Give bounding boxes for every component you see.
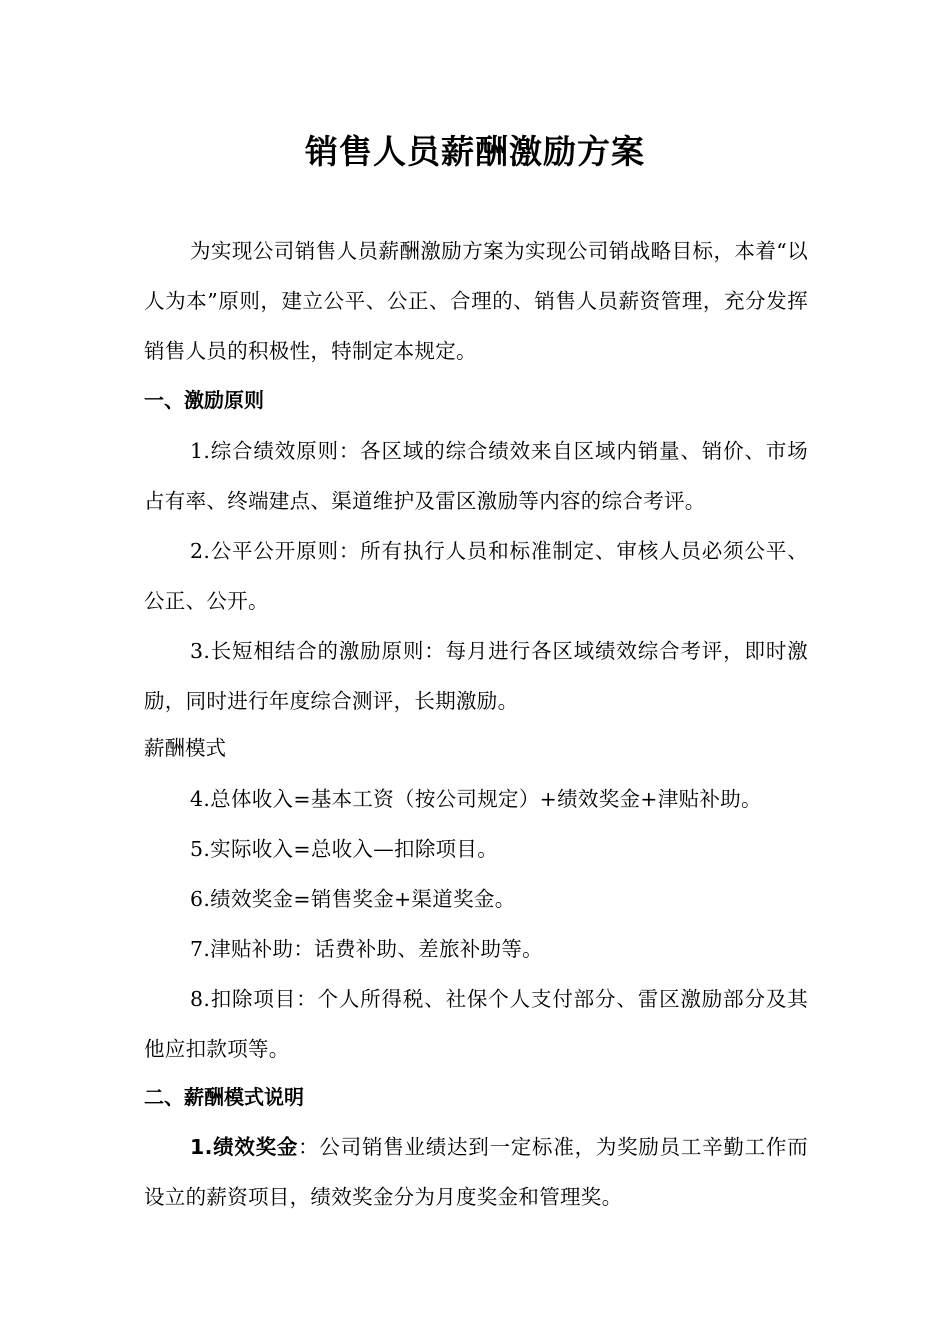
- section1-item-3: 3.长短相结合的激励原则：每月进行各区域绩效综合考评，即时激励，同时进行年度综合测评，长期激励。: [144, 639, 808, 713]
- pay-model-item-7: 7.津贴补助：话费补助、差旅补助等。: [190, 937, 543, 961]
- pay-model-item-4: 4.总体收入=基本工资（按公司规定）+绩效奖金+津贴补助。: [190, 787, 762, 811]
- intro-paragraph: 为实现公司销售人员薪酬激励方案为实现公司销战略目标，本着“以人为本”原则，建立公平、公正、合理的、销售人员薪资管理，充分发挥销售人员的积极性，特制定本规定。: [144, 239, 808, 363]
- section2-item-1-text: ：公司销售业绩达到一定标准，为奖励员工辛勤工作而设立的薪资项目，绩效奖金分为月度奖金和管理奖。: [144, 1135, 808, 1209]
- document-title: 销售人员薪酬激励方案: [305, 132, 645, 171]
- pay-model-item-6: 6.绩效奖金=销售奖金+渠道奖金。: [190, 887, 516, 911]
- pay-model-item-5: 5.实际收入=总收入—扣除项目。: [190, 837, 499, 861]
- section1-item-2: 2.公平公开原则：所有执行人员和标准制定、审核人员必须公平、公正、公开。: [144, 539, 808, 613]
- section2-item-1-lead: 1.绩效奖金: [190, 1135, 299, 1159]
- subheading-pay-model: 薪酬模式: [144, 736, 226, 760]
- pay-model-item-8: 8.扣除项目：个人所得税、社保个人支付部分、雷区激励部分及其他应扣款项等。: [144, 987, 808, 1061]
- section1-heading: 一、激励原则: [144, 388, 264, 412]
- section1-item-1: 1.综合绩效原则：各区域的综合绩效来自区域内销量、销价、市场占有率、终端建点、渠道维护及雷区激励等内容的综合考评。: [144, 439, 808, 513]
- section2-heading: 二、薪酬模式说明: [144, 1085, 304, 1109]
- section2-item-1: [144, 1122, 808, 1222]
